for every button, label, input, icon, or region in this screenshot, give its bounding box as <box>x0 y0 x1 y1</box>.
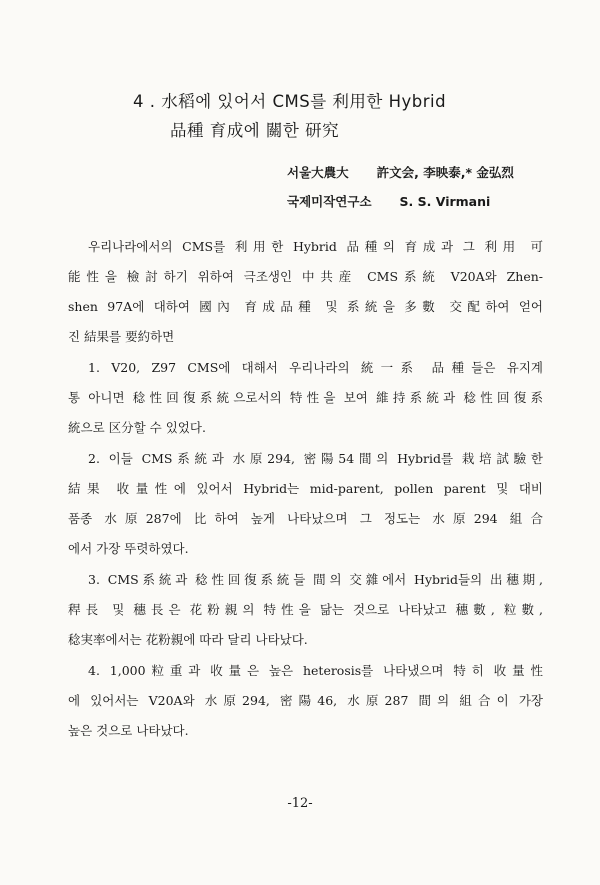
item-2-line: 에서 가장 뚜렷하였다. <box>68 541 189 556</box>
item-4-line: 4. 1,000粒重과 收量은 높은 heterosis를 나타냈으며 特히 收量性 <box>88 663 543 678</box>
item-2-line: 結果 收量性에 있어서 Hybrid는 mid-parent, pollen parent 및 대비 <box>68 481 543 496</box>
item-1-line: 통 아니면 稔性回復系統으로서의 特性을 보여 維持系統과 稔性回復系 <box>68 390 543 405</box>
intro-line: shen 97A에 대하여 國內 育成品種 및 系統을 多數 交配하여 얻어 <box>68 299 543 314</box>
page-number: -12- <box>287 796 313 811</box>
item-3-line: 稈長 및 穗長은 花粉親의 特性을 닮는 것으로 나타났고 穗數, 粒數, <box>68 602 543 617</box>
item-4-line: 에 있어서는 V20A와 水原294, 密陽46, 水原287 間의 組合이 가장 <box>68 693 543 708</box>
item-3-line: 3. CMS系統과 稔性回復系統들 間의 交雜에서 Hybrid들의 出穗期, <box>88 572 543 587</box>
paper-title-line-1: 4 . 水稻에 있어서 CMS를 利用한 Hybrid <box>133 92 447 111</box>
intro-line: 우리나라에서의 CMS를 利用한 Hybrid 品種의 育成과 그 利用 可 <box>88 239 543 254</box>
author-line-2 <box>287 192 490 210</box>
affiliation-seoul: 서울大農大 <box>287 165 349 180</box>
author-line-1 <box>287 163 514 181</box>
affiliation-irri: 국제미작연구소 <box>287 194 372 209</box>
item-3-line: 稔実率에서는 花粉親에 따라 달리 나타났다. <box>68 632 308 647</box>
item-2-line: 품종 水原287에 比하여 높게 나타났으며 그 정도는 水原294 組合 <box>68 511 543 526</box>
item-2-line: 2. 이들 CMS系統과 水原294, 密陽54間의 Hybrid를 栽培試驗한 <box>88 451 543 466</box>
item-1-line: 1. V20, Z97 CMS에 대해서 우리나라의 統一系 品種들은 유지계 <box>88 360 543 375</box>
author-names-2: S. S. Virmani <box>399 194 491 209</box>
author-names-1: 許文会, 李映泰,* 金弘烈 <box>376 165 514 180</box>
intro-line: 진 結果를 要約하면 <box>68 329 175 344</box>
item-4-line: 높은 것으로 나타났다. <box>68 723 189 738</box>
item-1-line: 統으로 区分할 수 있었다. <box>68 420 206 435</box>
intro-line: 能性을 檢討하기 위하여 극조생인 中共産 CMS系統 V20A와 Zhen- <box>68 269 543 284</box>
paper-title-line-2: 品種 育成에 關한 研究 <box>170 121 340 140</box>
